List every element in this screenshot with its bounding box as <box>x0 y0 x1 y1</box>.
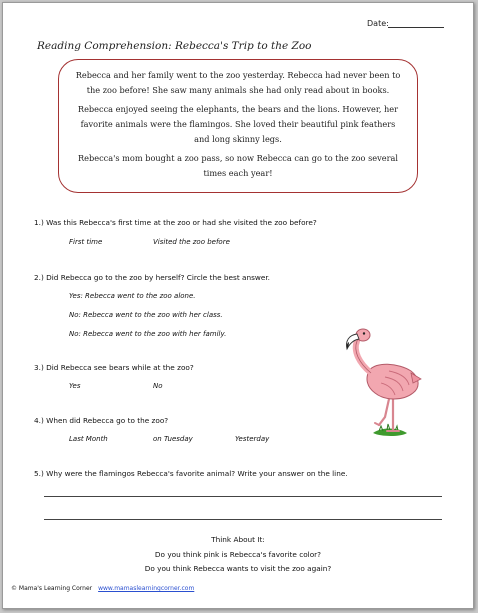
answer-line-2[interactable] <box>44 519 442 520</box>
copyright-text: © Mama's Learning Corner <box>11 585 93 592</box>
think-question-1: Do you think pink is Rebecca's favorite color? <box>154 550 322 559</box>
answer-line-1[interactable] <box>44 496 442 497</box>
story-paragraph-2: Rebecca enjoyed seeing the elephants, the bears and the lions. However, her favorite animals were the flamingos. She loved their beautiful pink feathers and long skinny legs. <box>77 104 399 144</box>
answer-2a[interactable]: Yes: Rebecca went to the zoo alone. <box>69 292 196 300</box>
question-3: 3.) Did Rebecca see bears while at the zoo? <box>34 363 194 372</box>
answer-3b[interactable]: No <box>153 382 163 390</box>
answer-4b[interactable]: on Tuesday <box>153 435 193 443</box>
answer-4c[interactable]: Yesterday <box>235 435 270 443</box>
question-1: 1.) Was this Rebecca's first time at the zoo or had she visited the zoo before? <box>34 218 317 227</box>
answer-4a[interactable]: Last Month <box>69 435 108 443</box>
story-box <box>58 59 418 193</box>
date-label: Date: <box>367 19 389 28</box>
date-line <box>388 27 444 28</box>
answer-2b[interactable]: No: Rebecca went to the zoo with her class. <box>69 311 223 319</box>
story-paragraph-3: Rebecca's mom bought a zoo pass, so now Rebecca can go to the zoo several times each year! <box>77 153 399 178</box>
worksheet-page <box>2 2 474 609</box>
story-paragraph-1: Rebecca and her family went to the zoo yesterday. Rebecca had never been to the zoo before! She saw many animals she had only read about in books. <box>75 70 401 95</box>
question-5: 5.) Why were the flamingos Rebecca's favorite animal? Write your answer on the line. <box>34 469 348 478</box>
footer <box>11 585 194 592</box>
question-2: 2.) Did Rebecca go to the zoo by herself? Circle the best answer. <box>34 273 271 282</box>
website-link[interactable]: www.mamaslearningcorner.com <box>98 585 195 592</box>
answer-1a[interactable]: First time <box>69 238 103 246</box>
answer-1b[interactable]: Visited the zoo before <box>153 238 230 246</box>
question-4: 4.) When did Rebecca go to the zoo? <box>34 416 169 425</box>
worksheet-title: Reading Comprehension: Rebecca's Trip to the Zoo <box>37 40 312 52</box>
answer-3a[interactable]: Yes <box>69 382 81 390</box>
think-about-it-heading: Think About It: <box>211 535 265 544</box>
flamingo-illustration <box>329 321 433 447</box>
answer-2c[interactable]: No: Rebecca went to the zoo with her family. <box>69 330 227 338</box>
think-question-2: Do you think Rebecca wants to visit the zoo again? <box>144 564 332 573</box>
